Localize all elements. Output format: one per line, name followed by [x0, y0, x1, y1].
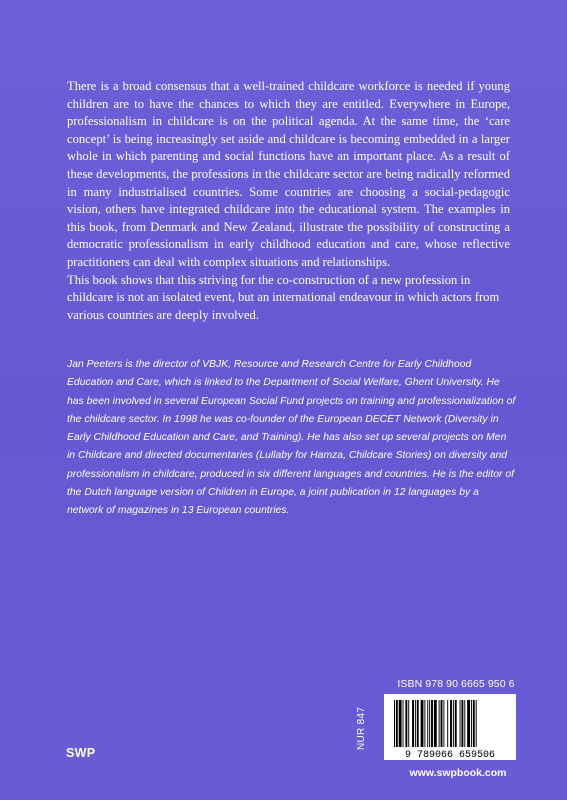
barcode-bar	[403, 700, 404, 747]
author-bio	[67, 356, 517, 521]
barcode-bar	[443, 700, 444, 747]
barcode-bar	[467, 700, 470, 747]
barcode-bar	[460, 700, 461, 747]
barcode-bar	[471, 700, 472, 747]
barcode-bar	[424, 700, 425, 747]
barcode	[384, 694, 516, 760]
isbn-label: ISBN 978 90 6665 950 6	[397, 678, 515, 690]
barcode-bar	[396, 700, 398, 747]
barcode-bar	[461, 700, 463, 747]
publisher-logo: SWP	[66, 746, 96, 760]
barcode-bar	[405, 700, 407, 747]
blurb	[67, 78, 510, 324]
blurb-paragraph-1: There is a broad consensus that a well-trained childcare workforce is needed if young children are to have the chances to which they are entitled. Everywhere in Europe, professionalism in childcare is on the political agenda. At the same time, the ‘care concept’ is being increasingly set aside and childcare is becoming embedded in a larger whole in which parenting and social functions have an important place. As a result of these developments, the professions in the childcare sector are being radically reformed in many industrialised countries. Some countries are choosing a social-pedagogic vision, others have integrated childcare into the educational system. The examples in this book, from Denmark and New Zealand, illustrate the possibility of constructing a democratic professionalism in early childhood education and care, whose reflective practitioners can deal with complex situations and relationships.	[67, 79, 510, 269]
barcode-bar	[417, 700, 419, 747]
barcode-bar	[441, 700, 443, 747]
barcode-bar	[431, 700, 433, 747]
barcode-bar	[394, 700, 395, 747]
barcode-bar	[473, 700, 475, 747]
barcode-bar	[439, 700, 440, 747]
barcode-bar	[434, 700, 437, 747]
barcode-bar	[429, 700, 430, 747]
barcode-bar	[412, 700, 414, 747]
barcode-bar	[415, 700, 416, 747]
blurb-paragraph-2: This book shows that this striving for the co-construction of a new profession in childcare is not an isolated event, but an international endeavour in which actors from various countries are deeply involved.	[67, 272, 500, 322]
barcode-bar	[455, 700, 457, 747]
barcode-bar	[399, 700, 402, 747]
author-bio-text: Jan Peeters is the director of VBJK, Resource and Research Centre for Early Childhood Education and Care, which is linked to the Department of Social Welfare, Ghent University. He has been involved in several European Social Fund projects on training and professionalization of the childcare sector. In 1998 he was co-founder of the European DECET Network (Diversity in Early Childhood Education and Care, and Training). He has also set up several projects on Men in Childcare and directed documentaries (Lullaby for Hamza, Childcare Stories) on diversity and professionalism in childcare, produced in six different languages and countries. He is the editor of the Dutch language version of Children in Europe, a joint publication in 12 languages by a network of magazines in 13 European countries.	[67, 359, 516, 517]
barcode-digits: 9 789066 659506	[404, 750, 496, 760]
website-url[interactable]: www.swpbook.com	[409, 767, 507, 779]
barcode-bar	[476, 700, 477, 747]
barcode-bar	[408, 700, 409, 747]
barcode-bar	[450, 700, 452, 747]
barcode-icon	[384, 694, 516, 760]
barcode-bar	[453, 700, 454, 747]
barcode-bar	[464, 700, 465, 747]
nur-code: NUR 847	[356, 706, 367, 750]
barcode-bar	[421, 700, 424, 747]
barcode-bar	[427, 700, 428, 747]
barcode-bar	[447, 700, 448, 747]
